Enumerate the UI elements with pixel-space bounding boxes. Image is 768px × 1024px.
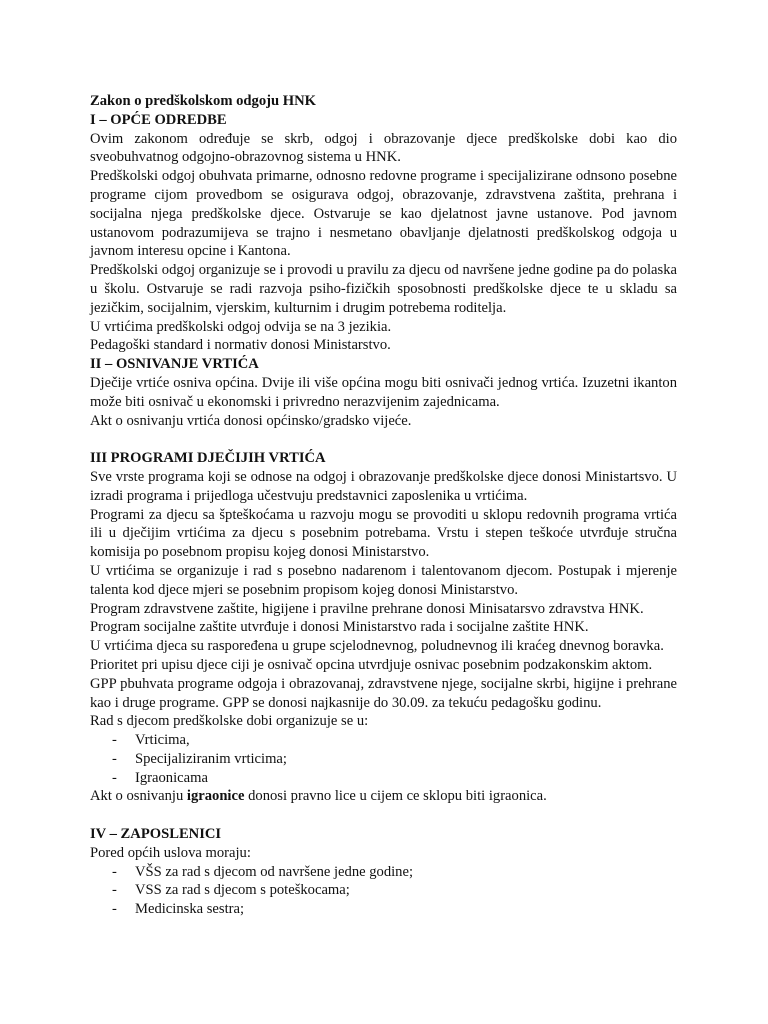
section-heading: II – OSNIVANJE VRTIĆA (90, 356, 259, 373)
section-heading: III PROGRAMI DJEČIJIH VRTIĆA (90, 450, 326, 467)
dash-bullet: - (112, 769, 117, 786)
paragraph: Sve vrste programa koji se odnose na odgoj i obrazovanje predškolske djece donosi Ministartsvo. U izradi programa i prijedloga učestvuju predstavnici zaposlenika u vrtićima. (90, 468, 677, 504)
bold-term: igraonice (186, 788, 245, 805)
list-item-text: VSS za rad s djecom s poteškocama; (135, 882, 350, 899)
list-item-text: Igraonicama (135, 769, 208, 786)
document-title: Zakon o predškolskom odgoju HNK (90, 93, 316, 109)
paragraph: Rad s djecom predškolske dobi organizuje se u: (90, 713, 369, 730)
paragraph: Predškolski odgoj obuhvata primarne, odnosno redovne programe i specijalizirane odnsono posebne programe cijom provedbom se osigurava odgoj, obrazovanje, zdravstvena zaštita, prehrana i socijalna njega predškolske djece. Ostvaruje se kao djelatnost javne ustanove. Pod javnom ustanovom podrazumijeva se trajno i nesmetano obavljanje djelatnosti predškolskog odgoja u javnom interesu opcine i Kantona. (90, 168, 677, 260)
paragraph: Program socijalne zaštite utvrđuje i donosi Ministarstvo rada i socijalne zaštite HNK. (90, 619, 589, 636)
paragraph-text: Akt o osnivanju (90, 788, 187, 805)
paragraph: Predškolski odgoj organizuje se i provodi u pravilu za djecu od navršene jedne godine pa do polaska u školu. Ostvaruje se radi razvoja psiho-fizičkih sposobnosti predškolske djece te u skladu sa jezičkim, socijalnim, vjerskim, kulturnim i drugim potrebema roditelja. (90, 262, 677, 316)
list-item-text: VŠS za rad s djecom od navršene jedne godine; (135, 863, 414, 880)
dash-bullet: - (112, 901, 117, 918)
paragraph: Dječije vrtiće osniva općina. Dvije ili više općina mogu biti osnivači jednog vrtića. Izuzetni ikanton može biti osnivač u ekonomski i privredno nerazvijenim zajednicama. (90, 374, 677, 410)
list-item (90, 750, 677, 769)
paragraph: U vrtićima predškolski odgoj odvija se na 3 jezikia. (90, 318, 392, 335)
paragraph: Prioritet pri upisu djece ciji je osnivač opcina utvrdjuje osnivac posebnim podzakonskim aktom. (90, 656, 653, 673)
section-heading: I – OPĆE ODREDBE (90, 111, 227, 128)
document-page (90, 92, 677, 919)
dash-list (90, 731, 677, 787)
paragraph (90, 787, 677, 806)
list-item (90, 769, 677, 788)
spacer (90, 430, 677, 449)
dash-bullet: - (112, 863, 117, 880)
list-item (90, 881, 677, 900)
paragraph: GPP pbuhvata programe odgoja i obrazovanaj, zdravstvene njege, socijalne skrbi, higijne i prehrane kao i druge programe. GPP se donosi najkasnije do 30.09. za tekuću pedagošku godinu. (90, 675, 677, 711)
list-item-text: Specijaliziranim vrticima; (135, 750, 287, 767)
paragraph: U vrtićima se organizuje i rad s posebno nadarenom i talentovanom djecom. Postupak i mjerenje talenta kod djece mjeri se posebnim propisom kojeg donosi Ministarstvo. (90, 562, 677, 598)
dash-bullet: - (112, 750, 117, 767)
list-item (90, 863, 677, 882)
dash-bullet: - (112, 732, 117, 749)
list-item-text: Vrticima, (135, 732, 190, 749)
spacer (90, 806, 677, 825)
paragraph: Akt o osnivanju vrtića donosi općinsko/gradsko vijeće. (90, 412, 412, 429)
paragraph-text: donosi pravno lice u cijem ce sklopu biti igraonica. (244, 788, 547, 805)
paragraph: Pedagoški standard i normativ donosi Ministarstvo. (90, 337, 391, 354)
list-item-text: Medicinska sestra; (135, 901, 245, 918)
dash-list (90, 863, 677, 919)
paragraph: Programi za djecu sa špteškoćama u razvoju mogu se provoditi u sklopu redovnih programa vrtića ili u dječijim vrtićima za djecu s posebnim potrebama. Vrstu i stepen teškoće utvrđuje stručna komisija po posebnom propisu kojeg donosi Ministarstvo. (90, 506, 677, 561)
paragraph: Program zdravstvene zaštite, higijene i pravilne prehrane donosi Minisatarsvo zdravstva HNK. (90, 600, 644, 617)
list-item (90, 731, 677, 750)
paragraph: Ovim zakonom određuje se skrb, odgoj i obrazovanje djece predškolske dobi kao dio sveobuhvatnog odgojno-obrazovnog sistema u HNK. (90, 130, 677, 166)
paragraph: U vrtićima djeca su raspoređena u grupe scjelodnevnog, poludnevnog ili kraćeg dnevnog boravka. (90, 638, 664, 655)
paragraph: Pored općih uslova moraju: (90, 844, 251, 861)
dash-bullet: - (112, 882, 117, 899)
section-heading: IV – ZAPOSLENICI (90, 826, 222, 843)
list-item (90, 900, 677, 919)
